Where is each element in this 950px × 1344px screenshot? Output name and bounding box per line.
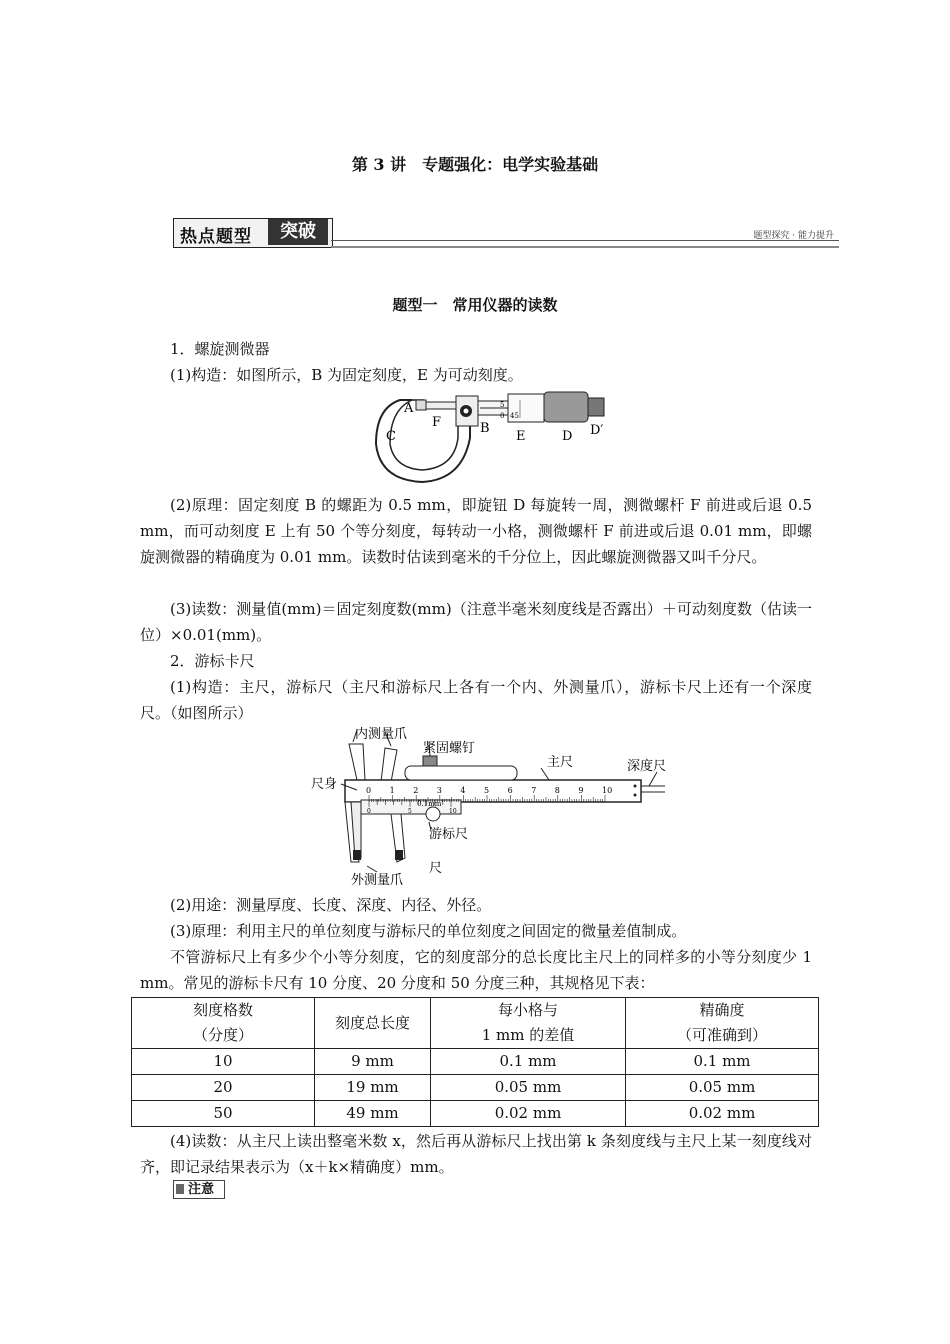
spindle bbox=[426, 402, 460, 409]
main-scale-tick-label: 0 bbox=[366, 786, 372, 795]
speaker-icon bbox=[176, 1184, 184, 1194]
main-scale-tick-label: 4 bbox=[460, 786, 466, 795]
label-C: C bbox=[386, 429, 396, 444]
caliper-use: (2)用途：测量厚度、长度、深度、内径、外径。 bbox=[170, 896, 492, 914]
micrometer-figure bbox=[370, 388, 620, 488]
table-row bbox=[132, 1075, 819, 1101]
vernier-tick-label: 5 bbox=[408, 808, 412, 815]
banner-label: 热点题型 bbox=[180, 227, 252, 247]
label-inner-jaw: 内测量爪 bbox=[355, 727, 408, 742]
caliper-structure: (1)构造：主尺，游标尺（主尺和游标尺上各有一个内、外测量爪），游标卡尺上还有一个深度尺。（如图所示） bbox=[140, 678, 812, 722]
table-cell: 0.05 mm bbox=[626, 1075, 819, 1101]
note-label: 注意 bbox=[188, 1182, 215, 1197]
micrometer-principle: (2)原理：固定刻度 B 的螺距为 0.5 mm，即旋钮 D 每旋转一周，测微螺杆 F 前进或后退 0.5 mm，而可动刻度 E 上有 50 个等分刻度，每转动一小格，测微螺杆 F 前进或后退 0.01 mm，即螺旋测微器的精确度为 0.01 mm。读数时估读到毫米的千分位上，因此螺旋测微器又叫千分尺。 bbox=[140, 496, 812, 566]
micrometer-structure: (1)构造：如图所示，B 为固定刻度，E 为可动刻度。 bbox=[170, 366, 523, 384]
table-row bbox=[132, 1101, 819, 1127]
label-F: F bbox=[432, 415, 442, 430]
banner-label-emph: 突破 bbox=[268, 219, 328, 245]
slide-groove bbox=[405, 766, 517, 780]
table-row bbox=[132, 1049, 819, 1075]
main-scale-tick-label: 6 bbox=[507, 786, 513, 795]
anvil bbox=[416, 400, 426, 410]
table-header-cell: 刻度总长度 bbox=[315, 998, 431, 1049]
depth-pointer bbox=[649, 772, 657, 786]
table-cell: 19 mm bbox=[315, 1075, 431, 1101]
outer-jaw-tip-left bbox=[353, 850, 361, 860]
banner-tag: 题型探究 · 能力提升 bbox=[753, 231, 834, 241]
label-lock-screw: 紧固螺钉 bbox=[423, 741, 476, 756]
lecture-title: 第 3 讲 专题强化：电学实验基础 bbox=[351, 155, 599, 174]
micrometer-reading: (3)读数：测量值(mm)＝固定刻度数(mm)（注意半毫米刻度线是否露出）＋可动刻度数（估读一位）×0.01(mm)。 bbox=[140, 600, 812, 644]
label-main-scale: 主尺 bbox=[547, 755, 574, 770]
main-scale-tick-label: 2 bbox=[413, 786, 419, 795]
table-header-row bbox=[132, 998, 819, 1049]
label-D-prime: D′ bbox=[590, 423, 604, 438]
scale-dot-bottom bbox=[634, 794, 637, 797]
banner-label-box bbox=[173, 218, 333, 248]
vernier-thumb bbox=[426, 807, 440, 821]
vernier-spec-table bbox=[131, 997, 819, 1127]
main-scale-tick-label: 10 bbox=[602, 786, 613, 795]
table-header-cell: 精确度 （可准确到） bbox=[626, 998, 819, 1049]
table-cell: 10 bbox=[132, 1049, 315, 1075]
banner-rule-thick bbox=[331, 246, 839, 248]
section-banner bbox=[173, 216, 840, 250]
table-cell: 9 mm bbox=[315, 1049, 431, 1075]
lock-knob-center bbox=[464, 409, 469, 414]
thimble-label-45: 45 bbox=[510, 412, 519, 420]
table-cell: 49 mm bbox=[315, 1101, 431, 1127]
section-title: 题型一 常用仪器的读数 bbox=[392, 296, 558, 314]
scale-dot-top bbox=[634, 785, 637, 788]
sleeve-label-0: 0 bbox=[500, 412, 505, 420]
vernier-tick-label: 10 bbox=[449, 808, 457, 815]
caliper-figure bbox=[305, 722, 677, 890]
label-outer-jaw: 外测量爪 bbox=[351, 873, 404, 888]
ratchet bbox=[588, 398, 604, 416]
table-cell: 0.02 mm bbox=[626, 1101, 819, 1127]
main-scale-tick-label: 3 bbox=[436, 786, 442, 795]
table-cell: 20 bbox=[132, 1075, 315, 1101]
label-body: 尺身 bbox=[311, 777, 338, 792]
label-vernier-cont: 尺 bbox=[429, 861, 443, 876]
label-unit: 0.1mm bbox=[417, 800, 442, 808]
label-A: A bbox=[404, 401, 414, 416]
main-scale-tick-label: 5 bbox=[484, 786, 490, 795]
table-cell: 0.05 mm bbox=[431, 1075, 626, 1101]
main-scale-tick-label: 9 bbox=[578, 786, 584, 795]
inner-jaw-right bbox=[381, 748, 397, 782]
outer-jaw-pointer bbox=[367, 866, 377, 872]
table-header-cell: 刻度格数 （分度） bbox=[132, 998, 315, 1049]
lock-screw bbox=[423, 756, 437, 766]
caliper-principle-more: 不管游标尺上有多少个小等分刻度，它的刻度部分的总长度比主尺上的同样多的小等分刻度少 1 mm。常见的游标卡尺有 10 分度、20 分度和 50 分度三种，其规格见下表： bbox=[140, 948, 812, 992]
inner-jaw-left bbox=[349, 744, 365, 780]
label-B: B bbox=[480, 421, 490, 436]
knob bbox=[544, 392, 588, 422]
label-vernier: 游标尺 bbox=[429, 827, 469, 842]
main-scale-tick-label: 8 bbox=[554, 786, 560, 795]
main-scale-tick-label: 1 bbox=[389, 786, 395, 795]
micrometer-heading: 1．螺旋测微器 bbox=[170, 340, 270, 358]
vernier-tick-label: 0 bbox=[367, 808, 371, 815]
label-D: D bbox=[562, 429, 573, 444]
table-cell: 0.02 mm bbox=[431, 1101, 626, 1127]
outer-jaw-tip-right bbox=[395, 850, 403, 860]
note-badge bbox=[173, 1180, 225, 1199]
table-cell: 50 bbox=[132, 1101, 315, 1127]
label-E: E bbox=[516, 429, 526, 444]
caliper-principle: (3)原理：利用主尺的单位刻度与游标尺的单位刻度之间固定的微量差值制成。 bbox=[170, 922, 687, 940]
table-cell: 0.1 mm bbox=[431, 1049, 626, 1075]
table-header-cell: 每小格与 1 mm 的差值 bbox=[431, 998, 626, 1049]
table-cell: 0.1 mm bbox=[626, 1049, 819, 1075]
sleeve-label-5: 5 bbox=[500, 401, 505, 409]
caliper-heading: 2．游标卡尺 bbox=[170, 652, 255, 670]
caliper-reading: (4)读数：从主尺上读出整毫米数 x，然后再从游标尺上找出第 k 条刻度线与主尺上某一刻度线对齐，即记录结果表示为（x＋k×精确度）mm。 bbox=[140, 1132, 812, 1176]
main-scale-tick-label: 7 bbox=[531, 786, 537, 795]
label-depth-rod: 深度尺 bbox=[627, 759, 667, 774]
